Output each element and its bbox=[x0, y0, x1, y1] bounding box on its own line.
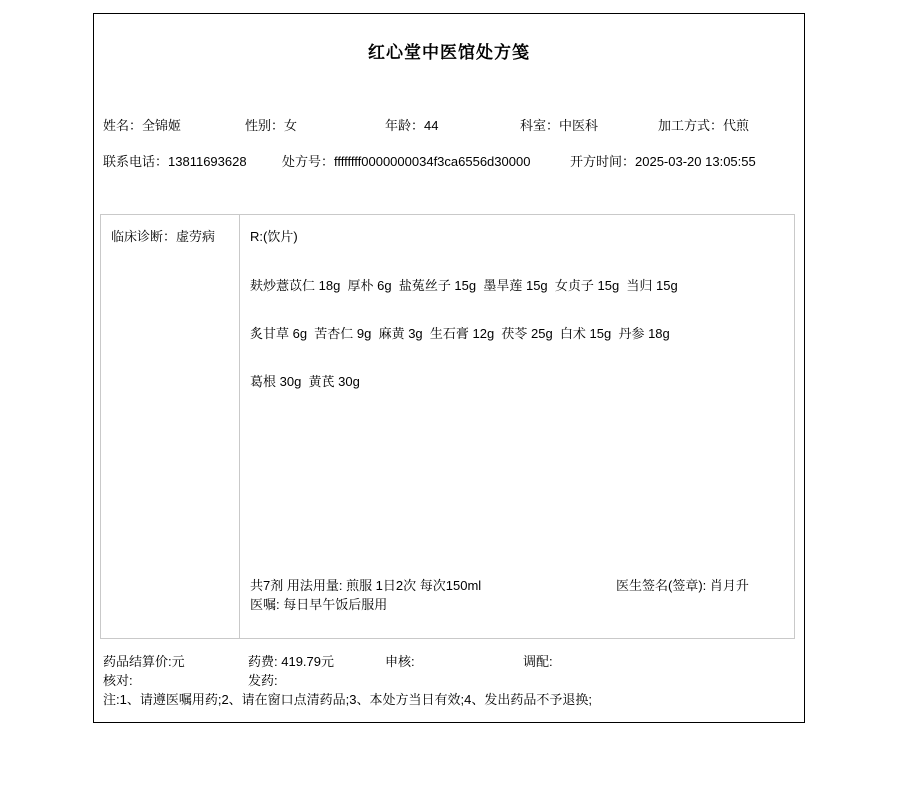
footer-note: 注:1、请遵医嘱用药;2、请在窗口点清药品;3、本处方当日有效;4、发出药品不予退换; bbox=[103, 692, 592, 707]
instruction-label: 医嘱: bbox=[250, 597, 284, 612]
instruction-value: 每日早午饭后服用 bbox=[283, 597, 388, 612]
field-processing-method bbox=[658, 117, 749, 134]
department-value: 中医科 bbox=[559, 118, 599, 133]
field-age bbox=[385, 117, 438, 134]
gender-label: 性别： bbox=[245, 118, 285, 133]
doctor-signature bbox=[616, 577, 749, 594]
field-department bbox=[520, 117, 598, 134]
field-fee bbox=[248, 653, 334, 670]
field-prescription-no bbox=[282, 153, 530, 170]
field-review bbox=[385, 653, 415, 670]
issue-time-value: 2025-03-20 13:05:55 bbox=[635, 154, 756, 169]
field-check bbox=[103, 672, 133, 689]
patient-name-value: 全锦姬 bbox=[142, 118, 182, 133]
fee-label: 药费: bbox=[248, 654, 282, 669]
field-dispense bbox=[248, 672, 278, 689]
department-label: 科室： bbox=[520, 118, 560, 133]
herb-line: 葛根 30g 黄芪 30g bbox=[250, 374, 360, 389]
rx-header: R:(饮片) bbox=[250, 229, 298, 244]
instruction-line bbox=[250, 596, 387, 613]
field-gender bbox=[245, 117, 297, 134]
issue-time-label: 开方时间： bbox=[570, 154, 636, 169]
check-label: 核对: bbox=[103, 673, 133, 688]
field-settle-price bbox=[103, 653, 185, 670]
usage-line: 共7剂 用法用量: 煎服 1日2次 每次150ml bbox=[250, 578, 482, 593]
field-patient-name bbox=[103, 117, 181, 134]
prescription-no-value: ffffffff0000000034f3ca6556d30000 bbox=[334, 154, 531, 169]
processing-label: 加工方式： bbox=[658, 118, 724, 133]
diagnosis-value: 虚劳病 bbox=[176, 229, 216, 244]
fee-value: 419.79元 bbox=[281, 654, 334, 669]
prescription-box bbox=[100, 214, 795, 639]
diagnosis-column bbox=[101, 215, 240, 638]
patient-name-label: 姓名： bbox=[103, 118, 143, 133]
field-prepare bbox=[523, 653, 553, 670]
doctor-signature-value: 肖月升 bbox=[709, 578, 749, 593]
settle-price-label: 药品结算价: bbox=[103, 654, 172, 669]
rx-column bbox=[241, 215, 794, 638]
field-issue-time bbox=[570, 153, 756, 170]
prepare-label: 调配: bbox=[523, 654, 553, 669]
phone-value: 13811693628 bbox=[168, 154, 247, 169]
doctor-signature-label: 医生签名(签章): bbox=[616, 578, 710, 593]
age-label: 年龄： bbox=[385, 118, 425, 133]
settle-price-value: 元 bbox=[171, 654, 185, 669]
prescription-sheet bbox=[93, 13, 805, 723]
field-phone bbox=[103, 153, 247, 170]
herb-line: 麸炒薏苡仁 18g 厚朴 6g 盐菟丝子 15g 墨旱莲 15g 女贞子 15g 当归 15g bbox=[250, 278, 678, 293]
field-diagnosis bbox=[111, 228, 215, 245]
diagnosis-label: 临床诊断： bbox=[111, 229, 177, 244]
processing-value: 代煎 bbox=[723, 118, 750, 133]
dispense-label: 发药: bbox=[248, 673, 278, 688]
prescription-no-label: 处方号： bbox=[282, 154, 335, 169]
phone-label: 联系电话： bbox=[103, 154, 169, 169]
gender-value: 女 bbox=[284, 118, 298, 133]
review-label: 申核: bbox=[385, 654, 415, 669]
age-value: 44 bbox=[424, 118, 439, 133]
herb-line: 炙甘草 6g 苦杏仁 9g 麻黄 3g 生石膏 12g 茯苓 25g 白术 15g 丹参 18g bbox=[250, 326, 670, 341]
page-title: 红心堂中医馆处方笺 bbox=[368, 43, 530, 62]
